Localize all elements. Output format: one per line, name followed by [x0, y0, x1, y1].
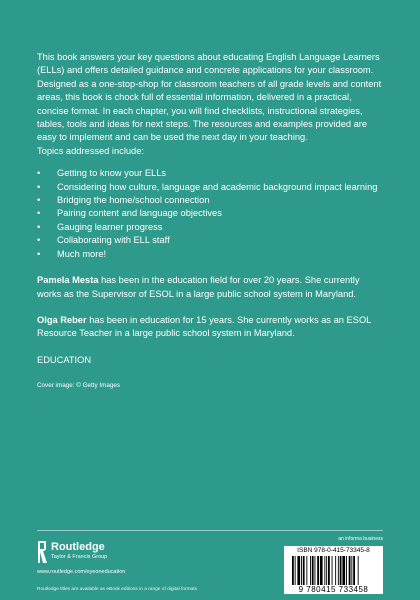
author-bio-text: has been in the education field for over 20 years. She currently works as the Supervisor of ESOL in a large public school system in Maryland. — [37, 275, 360, 299]
publisher-subtitle: Taylor & Francis Group — [51, 554, 108, 560]
isbn-label: ISBN 978-0-415-73345-8 — [297, 547, 370, 554]
topic-item: • Considering how culture, language and academic background impact learning — [37, 181, 385, 194]
cover-credit: Cover image: © Getty Images — [37, 382, 121, 390]
author-name: Pamela Mesta — [37, 275, 99, 286]
author-name: Olga Reber — [37, 314, 87, 325]
ebook-note: Routledge titles are available as eBook editions in a range of digital formats — [37, 587, 197, 592]
topic-item: • Bridging the home/school connection — [37, 194, 385, 207]
divider — [37, 530, 383, 531]
topic-item: • Much more! — [37, 248, 385, 261]
topic-item: • Getting to know your ELLs — [37, 167, 385, 180]
barcode-digits: 9 780415 733458 — [298, 585, 369, 594]
topic-item: • Pairing content and language objectives — [37, 207, 385, 220]
informa-label: an informa business — [338, 536, 383, 542]
category-label: EDUCATION — [37, 354, 92, 365]
publisher-block — [37, 536, 237, 582]
topics-intro: Topics addressed include: — [37, 145, 144, 156]
barcode-icon — [292, 556, 375, 585]
topics-list — [37, 167, 385, 261]
topic-item: • Gauging learner progress — [37, 221, 385, 234]
author-bio-2 — [37, 314, 385, 341]
topic-item: • Collaborating with ELL staff — [37, 234, 385, 247]
routledge-logo-icon — [37, 540, 48, 564]
publisher-name: Routledge — [51, 541, 105, 553]
blurb — [37, 51, 385, 390]
description-paragraph: This book answers your key questions about educating English Language Learners (ELLs) and offers detailed guidance and concrete applications for your classroom. Designed as a one-stop-shop for classroom teachers of all grade levels and content areas, this book is chock full of essential information, delivered in a practical, concise format. In each chapter, you will find checklists, instructional strategies, tables, tools and ideas for next steps. The resources and examples provided are easy to implement and can be used the next day in your teaching. — [37, 52, 382, 143]
author-bio-1 — [37, 274, 385, 301]
barcode-panel — [284, 546, 383, 594]
publisher-url[interactable]: www.routledge.com/eyeoneducation — [37, 569, 126, 575]
author-bio-text: has been in education for 15 years. She currently works as an ESOL Resource Teacher in a large public school system in Maryland. — [37, 314, 372, 339]
